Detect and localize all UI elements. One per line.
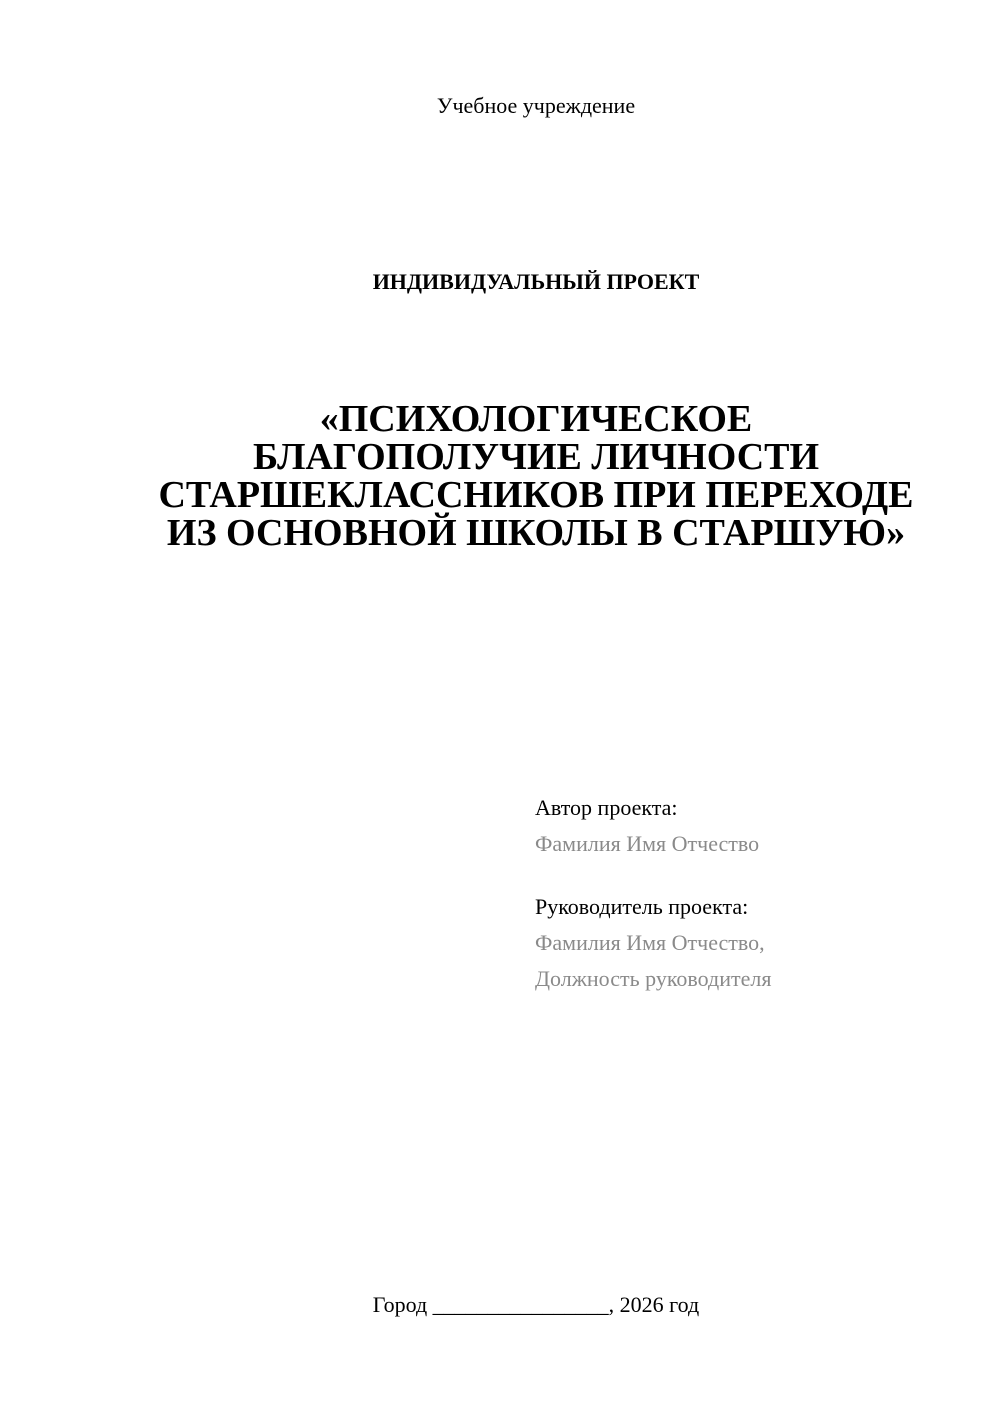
project-title-line: «ПСИХОЛОГИЧЕСКОЕ [319,398,753,440]
city-year-line: Город ________________, 2026 год [372,1292,700,1317]
author-label: Автор проекта: [535,795,678,820]
supervisor-label: Руководитель проекта: [535,894,749,919]
project-title-line: СТАРШЕКЛАССНИКОВ ПРИ ПЕРЕХОДЕ [158,474,914,516]
authors-spacer [535,862,975,889]
supervisor-name: Фамилия Имя Отчество, [535,930,765,955]
author-name: Фамилия Имя Отчество [535,831,760,856]
supervisor-position: Должность руководителя [535,966,772,991]
authors-block [535,790,975,997]
document-type: ИНДИВИДУАЛЬНЫЙ ПРОЕКТ [372,269,700,294]
project-title-line: ИЗ ОСНОВНОЙ ШКОЛЫ В СТАРШУЮ» [166,512,906,554]
project-title-line: БЛАГОПОЛУЧИЕ ЛИЧНОСТИ [252,436,820,478]
project-title [100,400,972,552]
institution-name: Учебное учреждение [436,93,636,118]
